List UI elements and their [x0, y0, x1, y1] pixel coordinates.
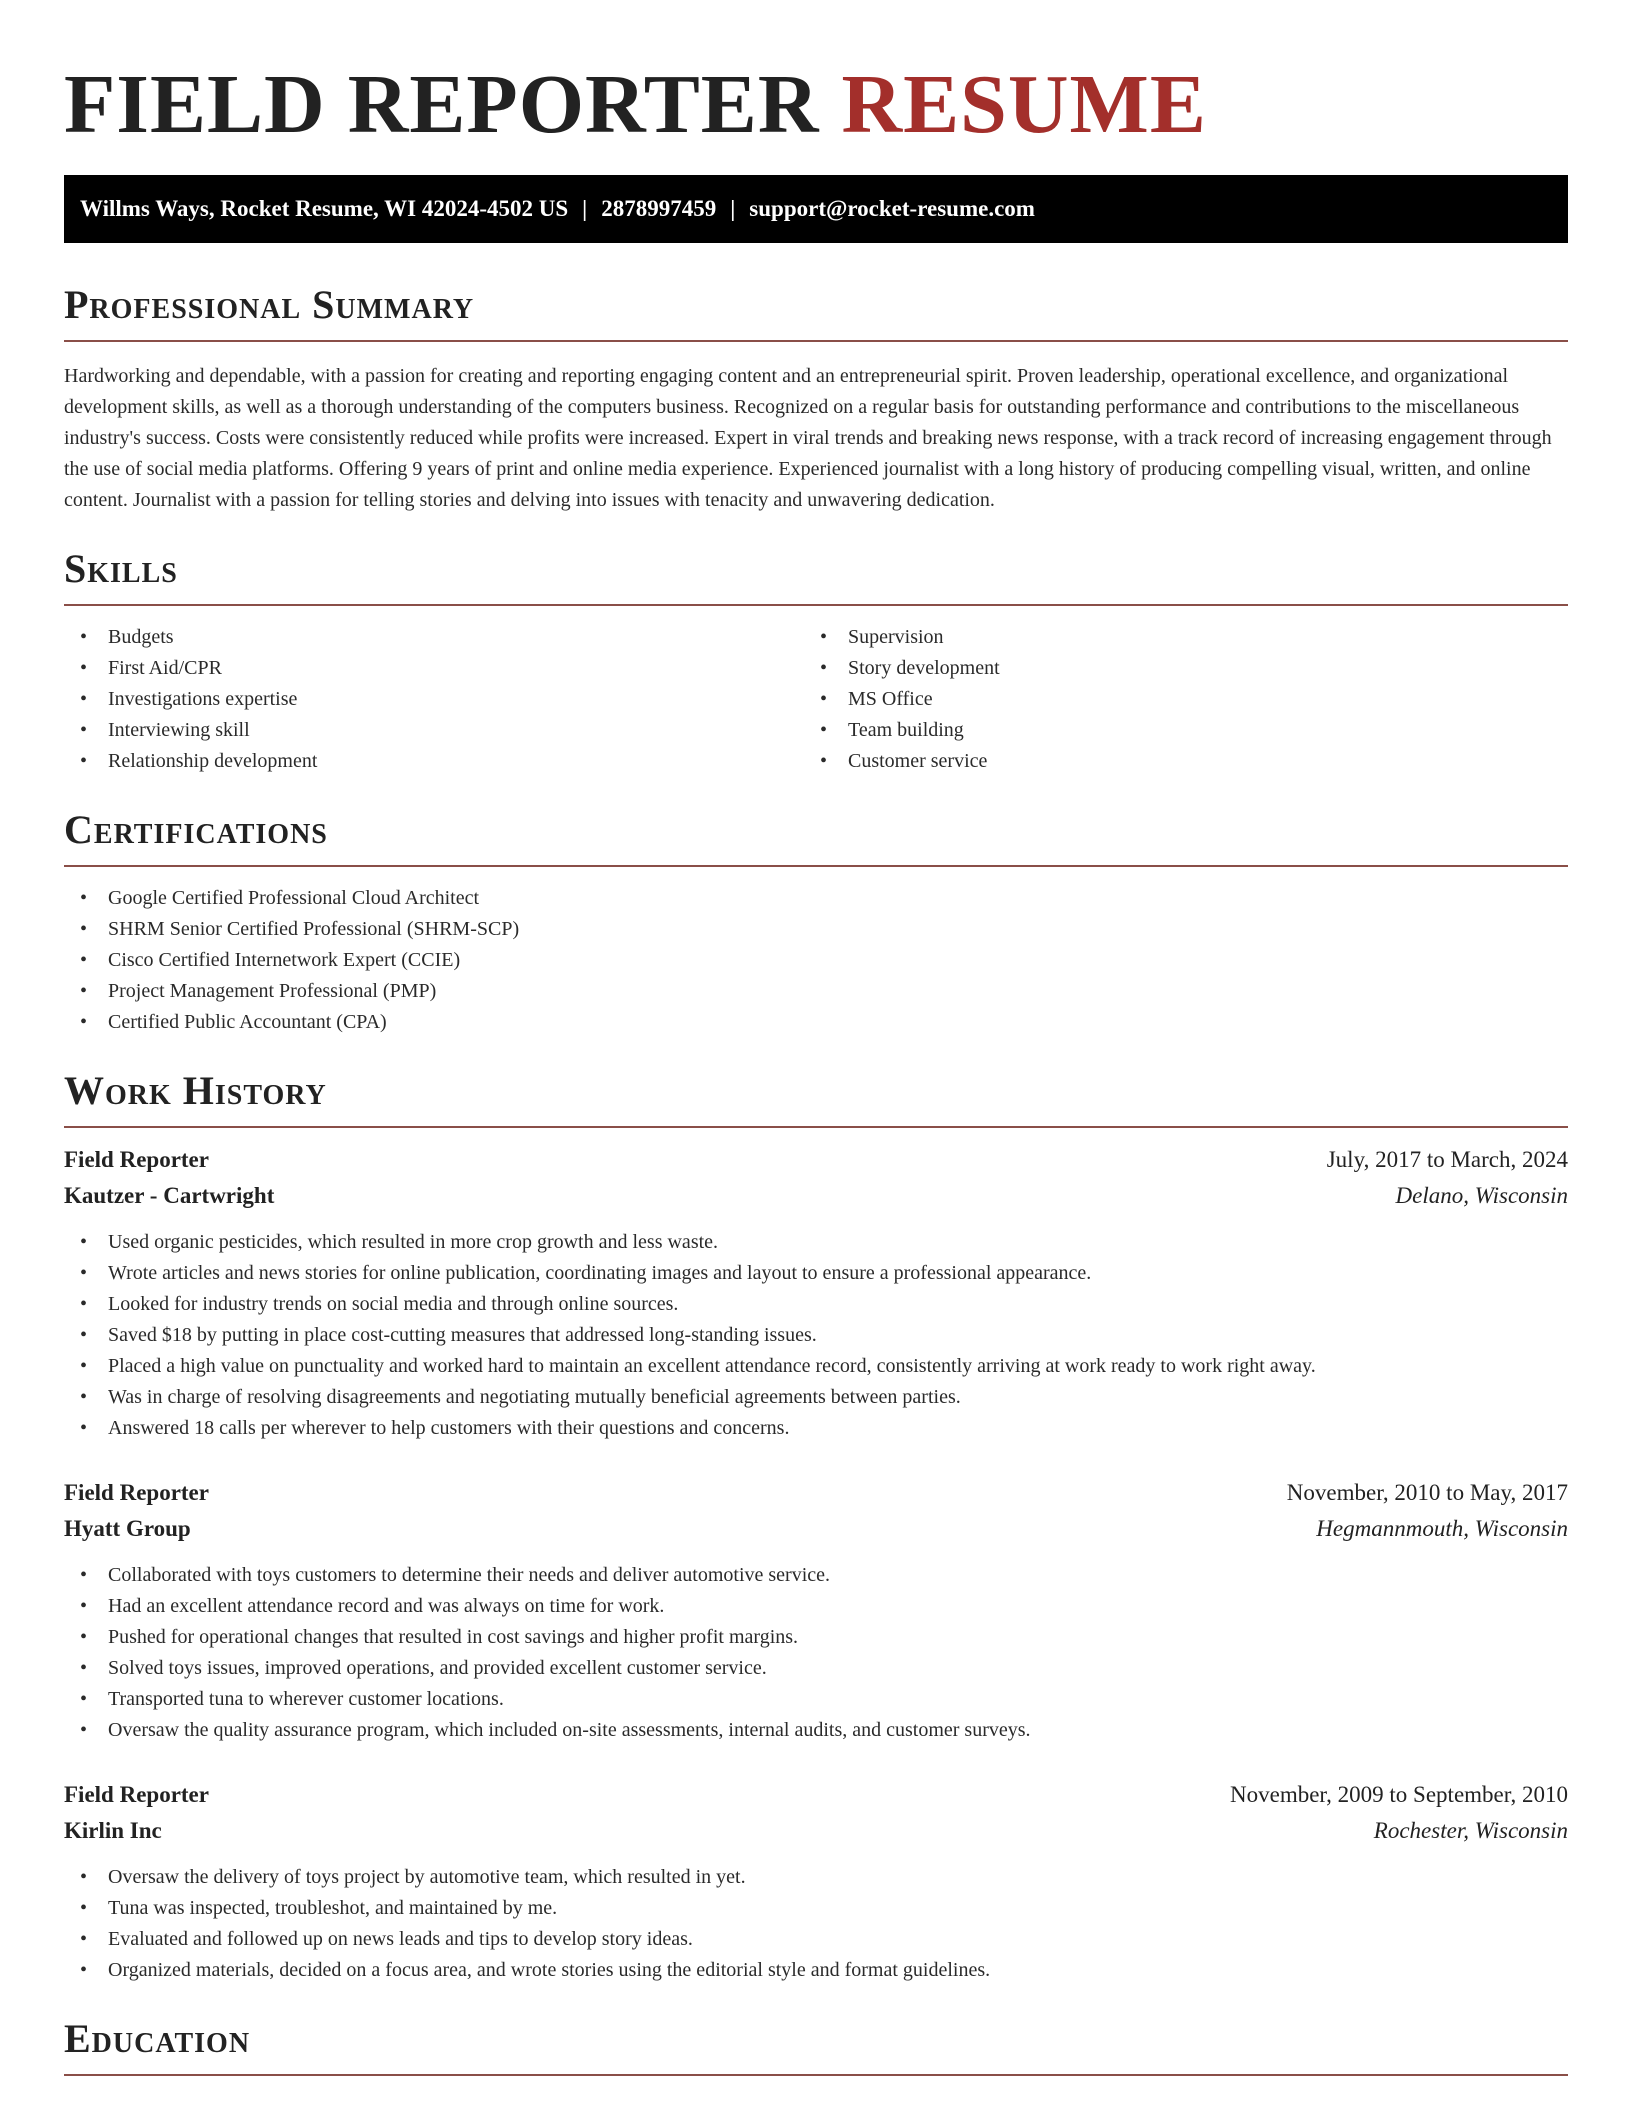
job-duty: • Looked for industry trends on social media and through online sources. [64, 1289, 1568, 1320]
certification-item: • Certified Public Accountant (CPA) [64, 1007, 1568, 1038]
job-company-row [64, 1178, 1568, 1214]
job-header-row [64, 1475, 1568, 1511]
certification-item: • Cisco Certified Internetwork Expert (CCIE) [64, 945, 1568, 976]
job-duty: • Oversaw the delivery of toys project by automotive team, which resulted in yet. [64, 1862, 1568, 1893]
job-entry [64, 1475, 1568, 1746]
skill-item: • Customer service [804, 746, 1544, 777]
skill-item: • Budgets [64, 622, 804, 653]
job-location: Hegmannmouth, Wisconsin [1316, 1516, 1568, 1541]
job-duty: • Transported tuna to wherever customer locations. [64, 1684, 1568, 1715]
job-duty: • Solved toys issues, improved operations, and provided excellent customer service. [64, 1653, 1568, 1684]
job-duties-list [64, 1862, 1568, 1986]
job-header-row [64, 1777, 1568, 1813]
certifications-heading: Certifications [64, 807, 328, 852]
job-company: Kirlin Inc [64, 1818, 162, 1843]
skill-item: • Supervision [804, 622, 1544, 653]
skill-item: • Relationship development [64, 746, 804, 777]
skills-heading: Skills [64, 546, 178, 591]
certifications-list [64, 883, 1568, 1038]
contact-address: Willms Ways, Rocket Resume, WI 42024-4502 US [80, 196, 569, 221]
contact-separator: | [730, 196, 736, 221]
job-duty: • Organized materials, decided on a focus area, and wrote stories using the editorial style and format guidelines. [64, 1955, 1568, 1986]
job-title: Field Reporter [64, 1480, 209, 1505]
job-dates: July, 2017 to March, 2024 [1326, 1147, 1568, 1172]
certification-item: • Project Management Professional (PMP) [64, 976, 1568, 1007]
job-duty: • Pushed for operational changes that resulted in cost savings and higher profit margins. [64, 1622, 1568, 1653]
job-duty: • Wrote articles and news stories for online publication, coordinating images and layout to ensure a professional appearance. [64, 1258, 1568, 1289]
work-history-heading: Work History [64, 1068, 327, 1113]
contact-bar [64, 175, 1568, 243]
section-divider [64, 1126, 1568, 1128]
job-header-row [64, 1142, 1568, 1178]
skill-item: • Team building [804, 715, 1544, 746]
job-dates: November, 2010 to May, 2017 [1286, 1480, 1568, 1505]
job-duties-list [64, 1560, 1568, 1746]
work-history-section [64, 1066, 1568, 1986]
job-company: Hyatt Group [64, 1516, 191, 1541]
contact-separator: | [582, 196, 588, 221]
skill-item: • MS Office [804, 684, 1544, 715]
job-entry [64, 1142, 1568, 1444]
certification-item: • SHRM Senior Certified Professional (SHRM-SCP) [64, 914, 1568, 945]
job-duty: • Tuna was inspected, troubleshot, and maintained by me. [64, 1893, 1568, 1924]
job-duty: • Was in charge of resolving disagreements and negotiating mutually beneficial agreements between parties. [64, 1382, 1568, 1413]
skills-columns [64, 622, 1568, 777]
summary-text: Hardworking and dependable, with a passion for creating and reporting engaging content and an entrepreneurial spirit. Proven leadership, operational excellence, and organizational development skills, as well as a thorough understanding of the computers business. Recognized on a regular basis for outstanding performance and contributions to the miscellaneous industry's success. Costs were consistently reduced while profits were increased. Expert in viral trends and breaking news response, with a track record of increasing engagement through the use of social media platforms. Offering 9 years of print and online media experience. Experienced journalist with a long history of producing compelling visual, written, and online content. Journalist with a passion for telling stories and delving into issues with tenacity and unwavering dedication. [64, 365, 1552, 511]
job-company: Kautzer - Cartwright [64, 1183, 275, 1208]
job-duty: • Oversaw the quality assurance program, which included on-site assessments, internal audits, and customer surveys. [64, 1715, 1568, 1746]
certifications-section [64, 805, 1568, 1038]
job-duty: • Used organic pesticides, which resulted in more crop growth and less waste. [64, 1227, 1568, 1258]
skills-section [64, 544, 1568, 777]
contact-phone: 2878997459 [601, 196, 717, 221]
job-location: Rochester, Wisconsin [1373, 1818, 1568, 1843]
summary-heading: Professional Summary [64, 282, 475, 327]
section-divider [64, 865, 1568, 867]
job-location: Delano, Wisconsin [1395, 1183, 1568, 1208]
contact-email[interactable]: support@rocket-resume.com [749, 196, 1035, 221]
skills-list-right [804, 622, 1544, 777]
title-accent: RESUME [841, 58, 1207, 151]
job-duty: • Collaborated with toys customers to determine their needs and deliver automotive service. [64, 1560, 1568, 1591]
job-duty: • Had an excellent attendance record and was always on time for work. [64, 1591, 1568, 1622]
education-heading: Education [64, 2016, 251, 2061]
skill-item: • First Aid/CPR [64, 653, 804, 684]
skill-item: • Interviewing skill [64, 715, 804, 746]
job-duty: • Evaluated and followed up on news leads and tips to develop story ideas. [64, 1924, 1568, 1955]
resume-title [64, 0, 1568, 160]
section-divider [64, 2074, 1568, 2076]
skill-item: • Investigations expertise [64, 684, 804, 715]
job-entry [64, 1777, 1568, 1986]
job-duty: • Answered 18 calls per wherever to help customers with their questions and concerns. [64, 1413, 1568, 1444]
title-main: FIELD REPORTER [64, 58, 820, 151]
summary-section [64, 280, 1568, 516]
section-divider [64, 604, 1568, 606]
certification-item: • Google Certified Professional Cloud Architect [64, 883, 1568, 914]
job-company-row [64, 1813, 1568, 1849]
job-title: Field Reporter [64, 1147, 209, 1172]
job-duties-list [64, 1227, 1568, 1444]
job-dates: November, 2009 to September, 2010 [1230, 1782, 1568, 1807]
job-company-row [64, 1511, 1568, 1547]
skill-item: • Story development [804, 653, 1544, 684]
job-title: Field Reporter [64, 1782, 209, 1807]
resume-page [64, 0, 1568, 2076]
section-divider [64, 340, 1568, 342]
education-section [64, 2014, 1568, 2076]
job-duty: • Placed a high value on punctuality and worked hard to maintain an excellent attendance record, consistently arriving at work ready to work right away. [64, 1351, 1568, 1382]
job-duty: • Saved $18 by putting in place cost-cutting measures that addressed long-standing issues. [64, 1320, 1568, 1351]
skills-list-left [64, 622, 804, 777]
